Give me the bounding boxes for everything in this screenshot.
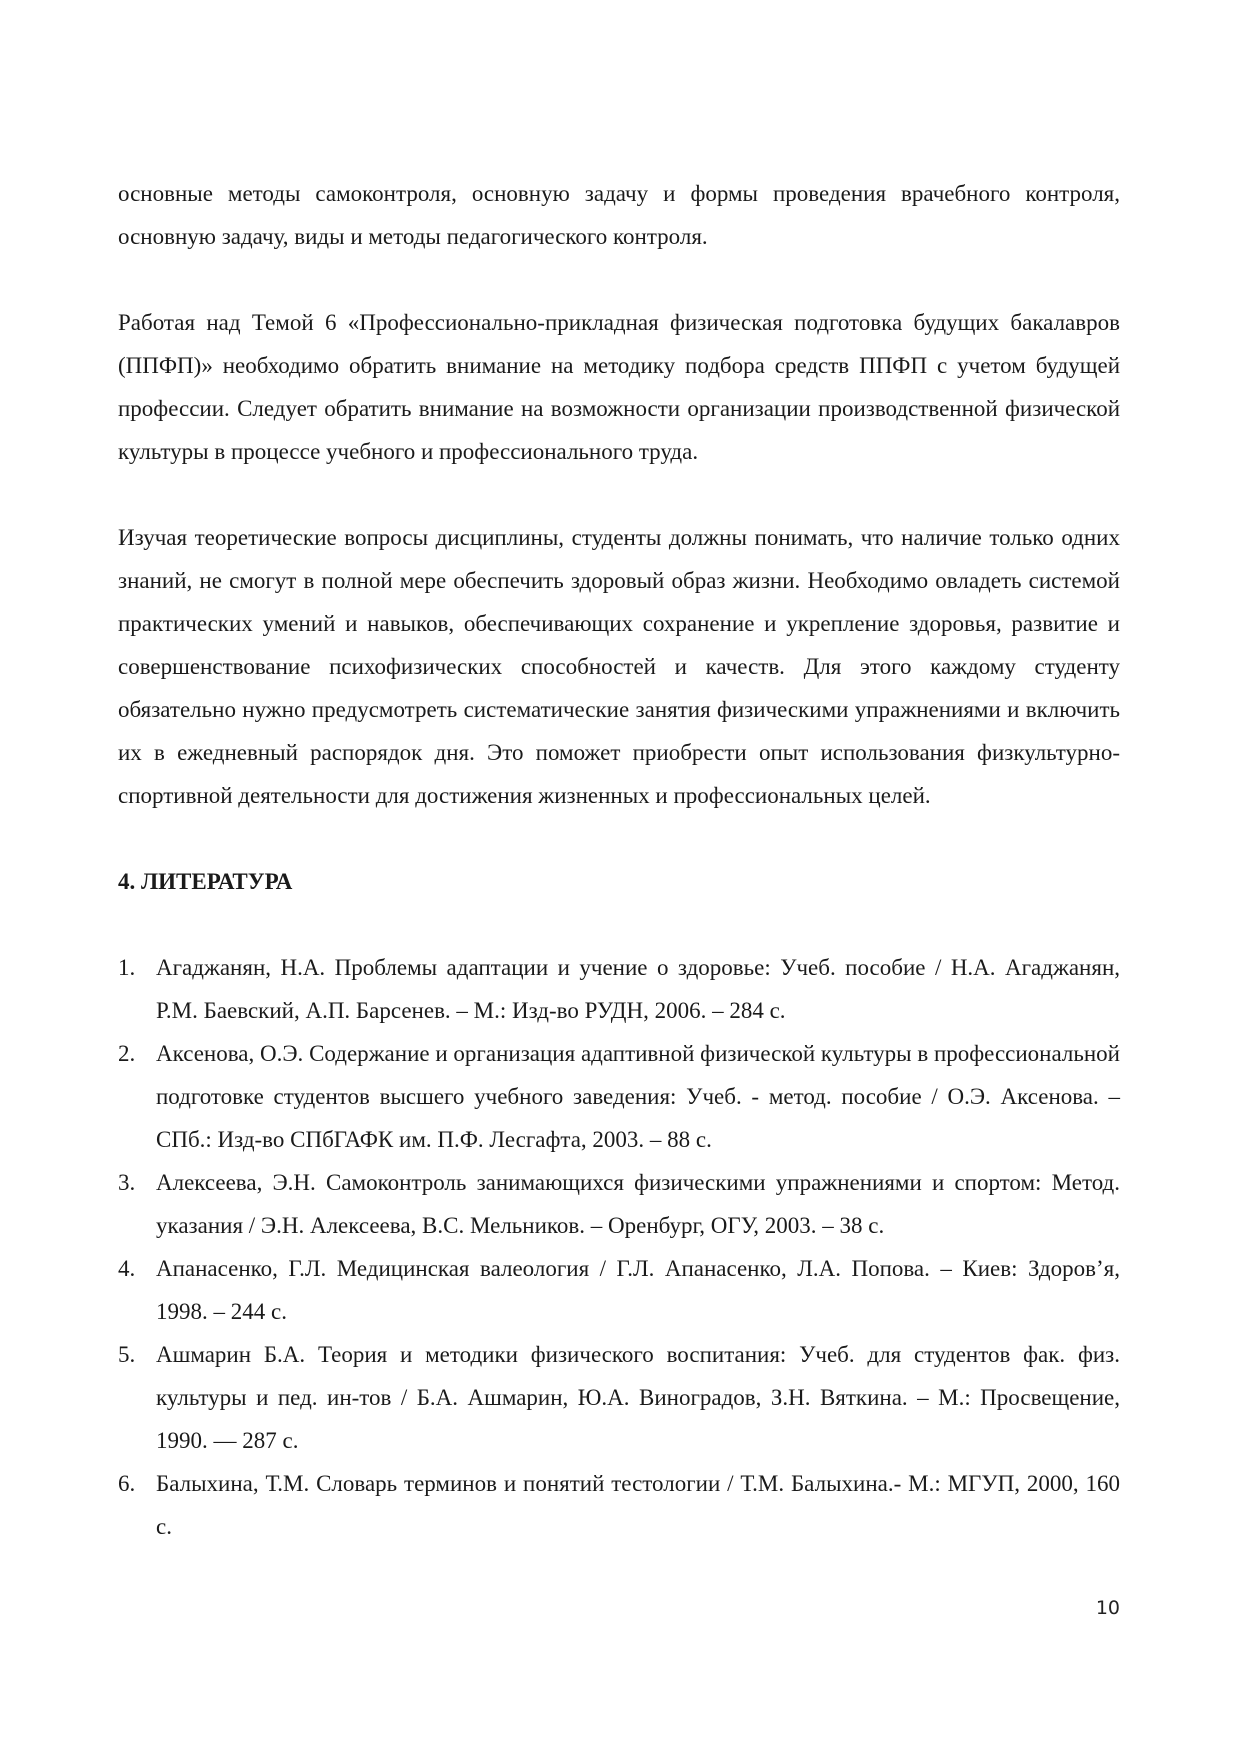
reference-number: 1.	[118, 955, 136, 980]
reference-number: 3.	[118, 1170, 136, 1195]
page-number: 10	[1095, 1597, 1120, 1619]
reference-text: Апанасенко, Г.Л. Медицинская валеология / Г.Л. Апанасенко, Л.А. Попова. – Киев: Здоров’я, 1998. – 244 с.	[156, 1256, 1120, 1324]
reference-item	[118, 1161, 1120, 1247]
paragraph-3: Изучая теоретические вопросы дисциплины, студенты должны понимать, что наличие только одних знаний, не смогут в полной мере обеспечить здоровый образ жизни. Необходимо овладеть системой практических умений и навыков, обеспечивающих сохранение и укрепление здоровья, развитие и совершенствование психофизических способностей и качеств. Для этого каждому студенту обязательно нужно предусмотреть систематические занятия физическими упражнениями и включить их в ежедневный распорядок дня. Это поможет приобрести опыт использования физкультурно-спортивной деятельности для достижения жизненных и профессиональных целей.	[118, 525, 1120, 808]
reference-number: 6.	[118, 1471, 136, 1496]
reference-item	[118, 946, 1120, 1032]
reference-text: Агаджанян, Н.А. Проблемы адаптации и учение о здоровье: Учеб. пособие / Н.А. Агаджанян, Р.М. Баевский, А.П. Барсенев. – М.: Изд-во РУДН, 2006. – 284 с.	[156, 955, 1120, 1023]
section-heading-literature: 4. ЛИТЕРАТУРА	[118, 869, 293, 894]
page-content	[118, 172, 1120, 1548]
reference-item	[118, 1462, 1120, 1548]
reference-item	[118, 1333, 1120, 1462]
reference-item	[118, 1032, 1120, 1161]
reference-text: Балыхина, Т.М. Словарь терминов и понятий тестологии / Т.М. Балыхина.- М.: МГУП, 2000, 160 с.	[156, 1471, 1120, 1539]
reference-text: Ашмарин Б.А. Теория и методики физического воспитания: Учеб. для студентов фак. физ. культуры и пед. ин-тов / Б.А. Ашмарин, Ю.А. Виноградов, З.Н. Вяткина. – М.: Просвещение, 1990. — 287 с.	[156, 1342, 1120, 1453]
reference-item	[118, 1247, 1120, 1333]
reference-number: 4.	[118, 1256, 136, 1281]
reference-list	[118, 946, 1120, 1548]
paragraph-2: Работая над Темой 6 «Профессионально-прикладная физическая подготовка будущих бакалавров (ППФП)» необходимо обратить внимание на методику подбора средств ППФП с учетом будущей профессии. Следует обратить внимание на возможности организации производственной физической культуры в процессе учебного и профессионального труда.	[118, 310, 1120, 464]
reference-text: Аксенова, О.Э. Содержание и организация адаптивной физической культуры в профессиональной подготовке студентов высшего учебного заведения: Учеб. - метод. пособие / О.Э. Аксенова. – СПб.: Изд-во СПбГАФК им. П.Ф. Лесгафта, 2003. – 88 с.	[156, 1041, 1120, 1152]
reference-number: 2.	[118, 1041, 136, 1066]
reference-text: Алексеева, Э.Н. Самоконтроль занимающихся физическими упражнениями и спортом: Метод. указания / Э.Н. Алексеева, В.С. Мельников. – Оренбург, ОГУ, 2003. – 38 с.	[156, 1170, 1120, 1238]
reference-number: 5.	[118, 1342, 136, 1367]
paragraph-1: основные методы самоконтроля, основную задачу и формы проведения врачебного контроля, основную задачу, виды и методы педагогического контроля.	[118, 181, 1120, 249]
